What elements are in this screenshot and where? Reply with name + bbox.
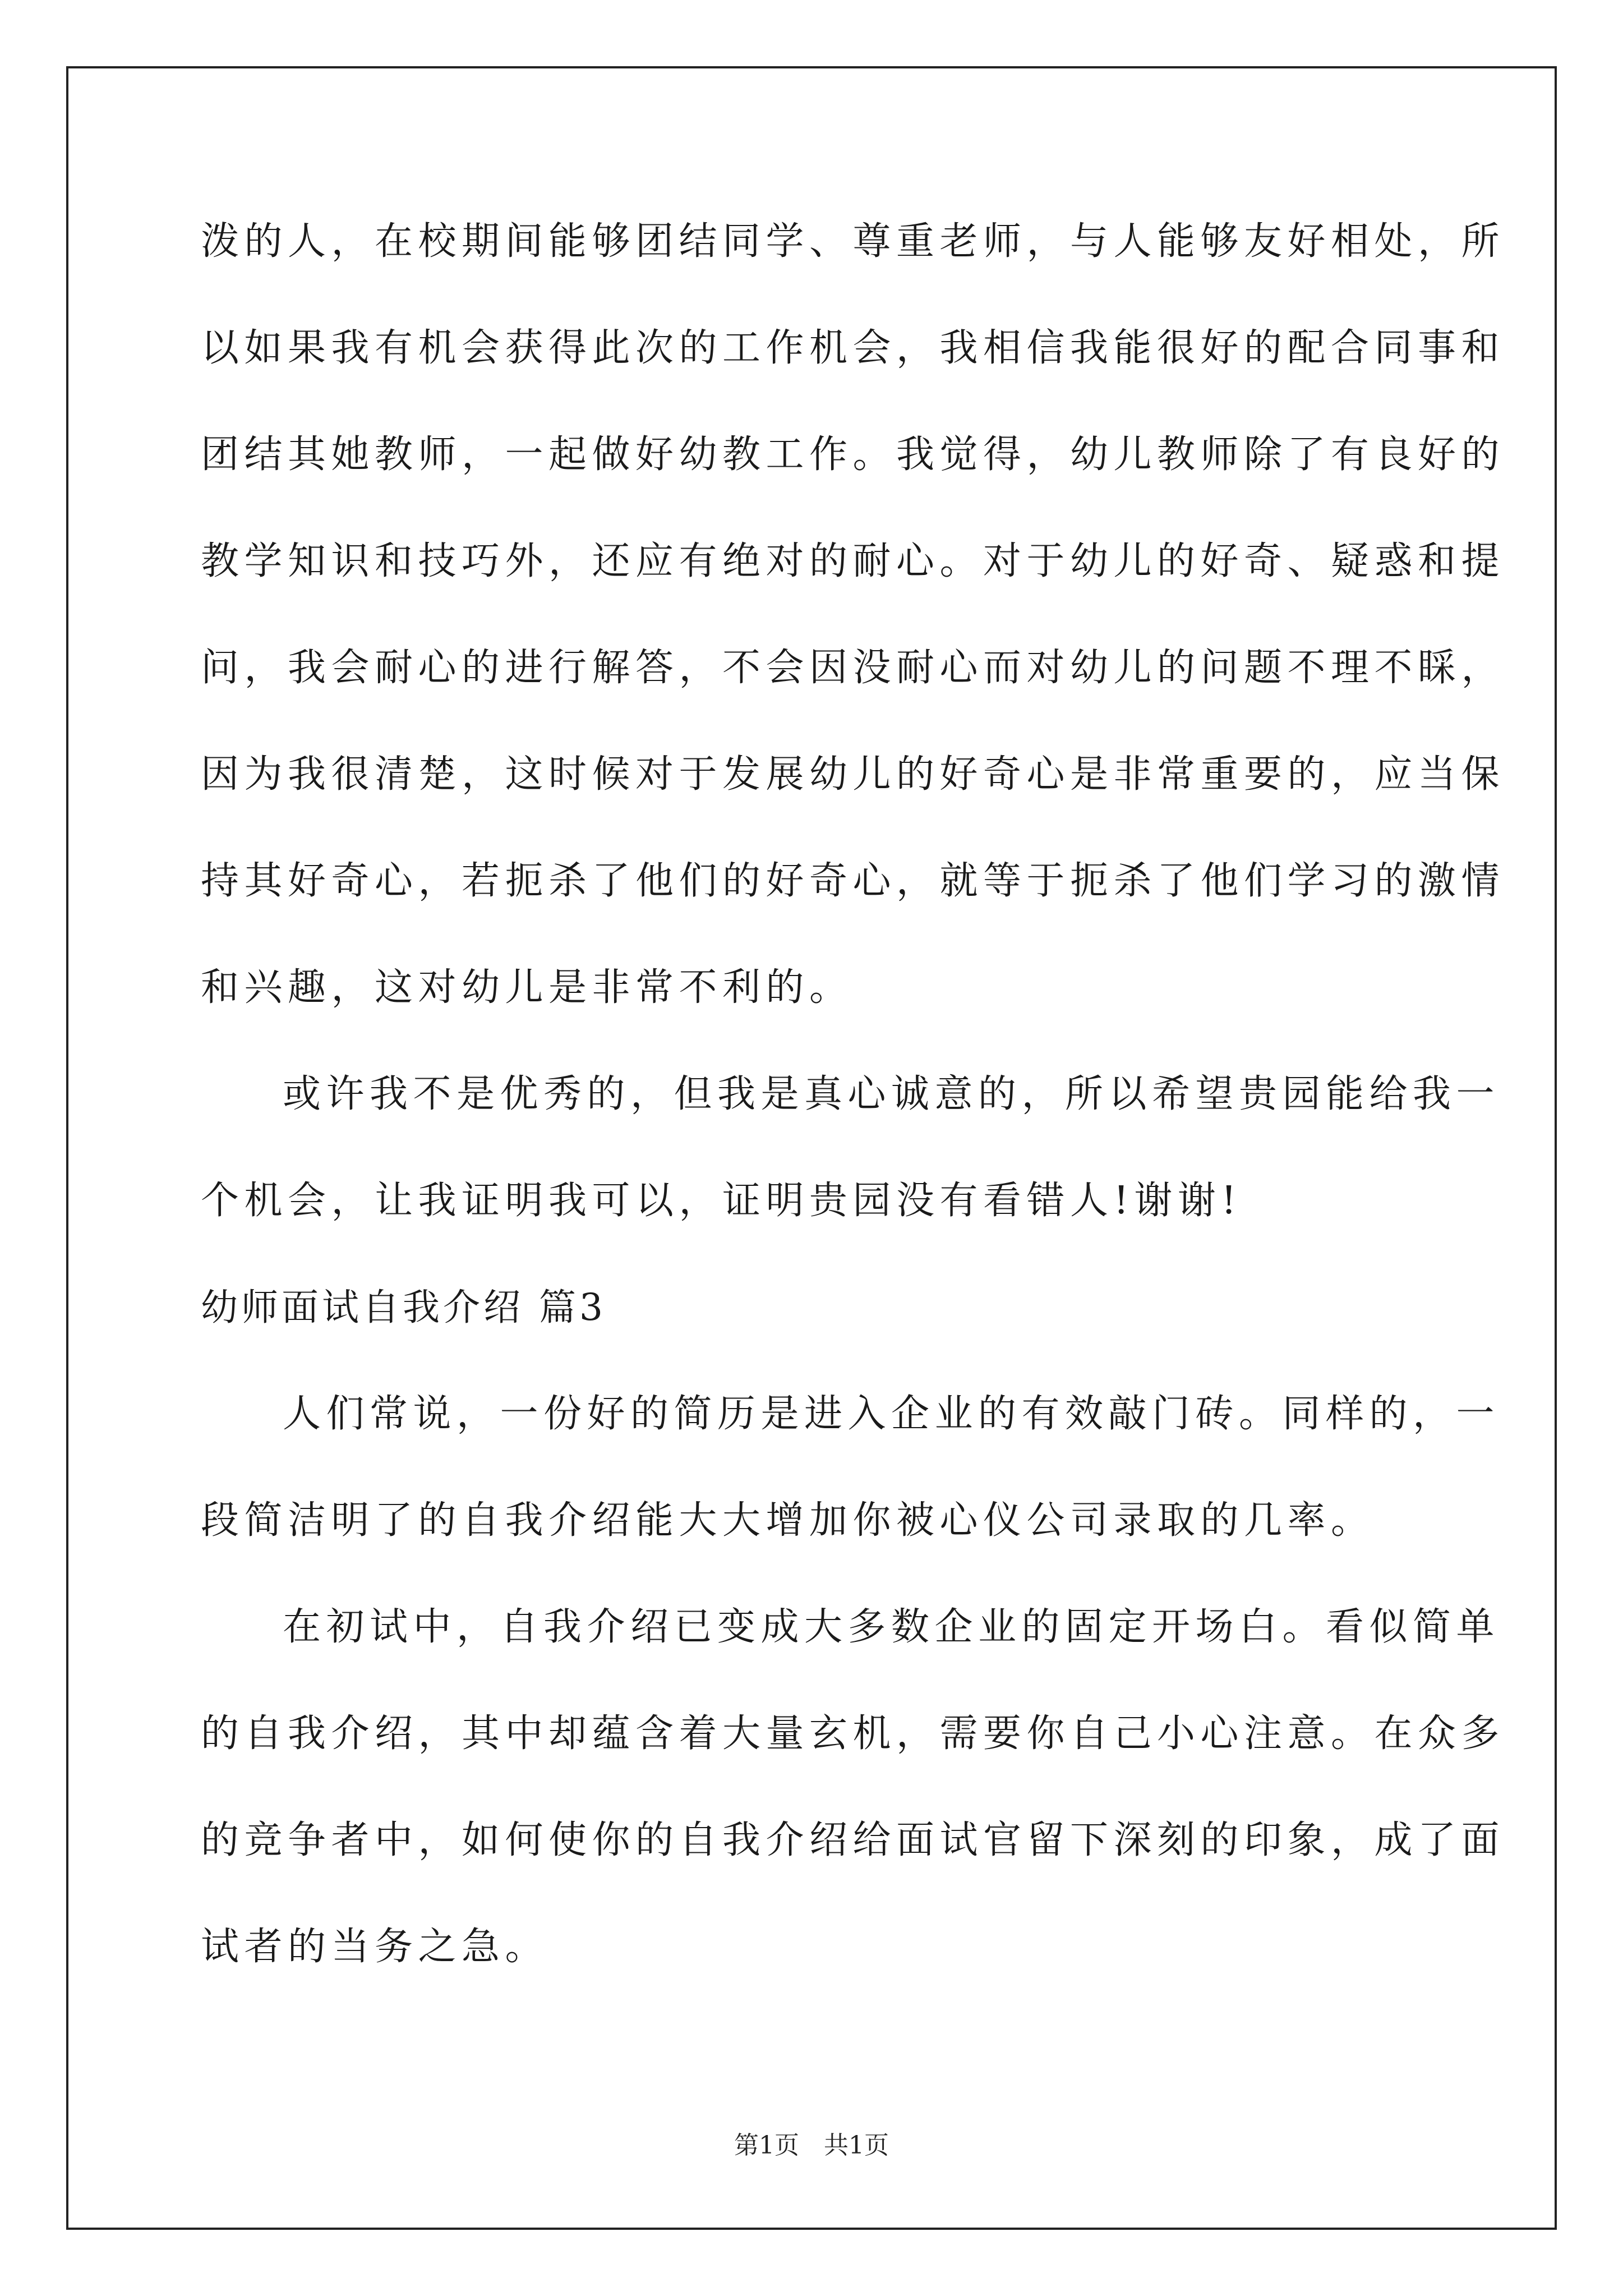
paragraph-line: 段简洁明了的自我介绍能大大增加你被心仪公司录取的几率。 <box>201 1498 1375 1543</box>
paragraph-line: 教学知识和技巧外，还应有绝对的耐心。对于幼儿的好奇、疑惑和提 <box>201 539 1505 583</box>
paragraph-line: 在初试中，自我介绍已变成大多数企业的固定开场白。看似简单 <box>283 1605 1500 1649</box>
paragraph-line: 的自我介绍，其中却蕴含着大量玄机，需要你自己小心注意。在众多 <box>201 1711 1505 1756</box>
paragraph-line: 问，我会耐心的进行解答，不会因没耐心而对幼儿的问题不理不睬， <box>201 646 1505 690</box>
paragraph-line: 个机会，让我证明我可以，证明贵园没有看错人!谢谢! <box>201 1179 1242 1223</box>
paragraph-line: 泼的人，在校期间能够团结同学、尊重老师，与人能够友好相处，所 <box>201 219 1505 264</box>
paragraph-line: 或许我不是优秀的，但我是真心诚意的，所以希望贵园能给我一 <box>283 1072 1500 1116</box>
paragraph-line: 的竞争者中，如何使你的自我介绍给面试官留下深刻的印象，成了面 <box>201 1818 1505 1862</box>
paragraph-line: 团结其她教师，一起做好幼教工作。我觉得，幼儿教师除了有良好的 <box>201 432 1505 477</box>
paragraph-line: 持其好奇心，若扼杀了他们的好奇心，就等于扼杀了他们学习的激情 <box>201 859 1505 903</box>
paragraph-line: 试者的当务之急。 <box>201 1925 549 1969</box>
paragraph-line: 人们常说，一份好的简历是进入企业的有效敲门砖。同样的，一 <box>283 1392 1500 1436</box>
paragraph-line: 和兴趣，这对幼儿是非常不利的。 <box>201 965 853 1010</box>
paragraph-line: 以如果我有机会获得此次的工作机会，我相信我能很好的配合同事和 <box>201 326 1505 370</box>
section-heading: 幼师面试自我介绍 篇3 <box>201 1286 606 1329</box>
page-footer: 第1页 共1页 <box>734 2131 889 2160</box>
document-body <box>201 215 1505 2027</box>
paragraph-line: 因为我很清楚，这时候对于发展幼儿的好奇心是非常重要的，应当保 <box>201 752 1505 797</box>
